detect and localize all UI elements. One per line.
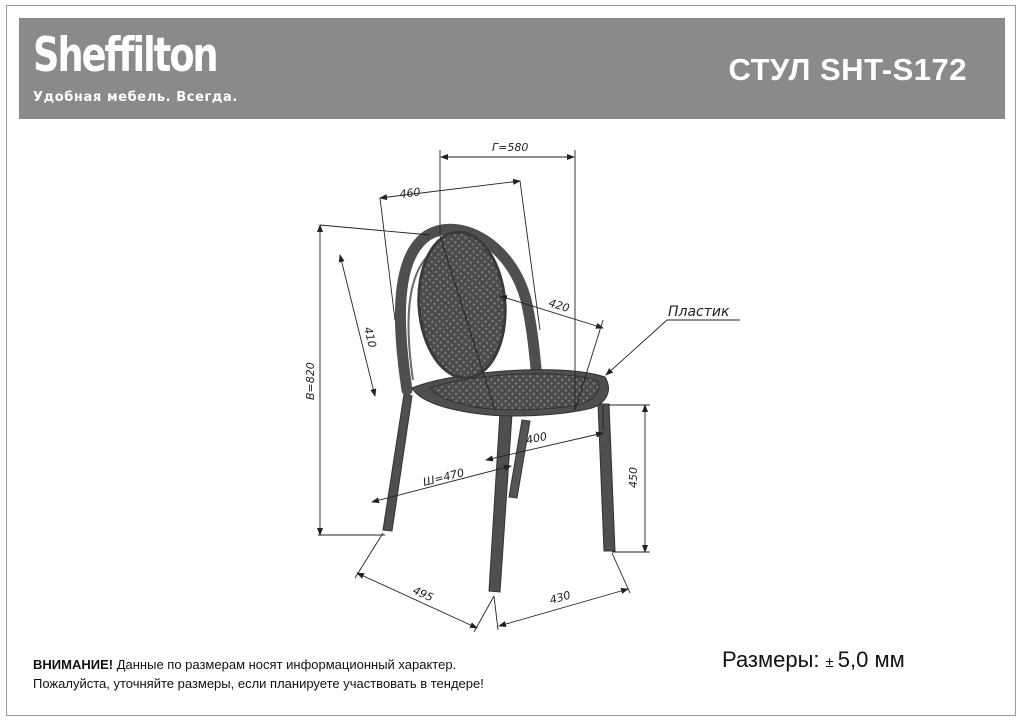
warning-text-2: Пожалуйста, уточняйте размеры, если планируете участвовать в тендере! <box>33 676 484 691</box>
dim-width-total: Ш=470 <box>421 466 466 489</box>
warning-text: Данные по размерам носят информационный характер. <box>116 657 457 672</box>
dim-seat-height: 450 <box>627 467 640 488</box>
dim-base-width: 430 <box>548 588 573 607</box>
dim-height-total: В=820 <box>304 362 317 400</box>
brand-logo: Sheffilton <box>33 28 217 83</box>
tolerance-pm: ± <box>825 654 834 671</box>
tolerance-label: Размеры: <box>722 647 820 672</box>
chair-illustration <box>383 229 615 592</box>
product-title: СТУЛ SHT-S172 <box>728 52 967 87</box>
dim-base-depth: 495 <box>410 583 436 605</box>
warning-label: ВНИМАНИЕ! <box>33 657 114 672</box>
footer-warning <box>33 655 484 693</box>
tolerance-note <box>722 647 905 673</box>
material-label: Пластик <box>668 304 730 320</box>
dim-back-height: 410 <box>361 325 379 350</box>
dim-seat-width: 400 <box>524 429 549 447</box>
dim-back-width: 460 <box>398 185 422 201</box>
tolerance-value: 5,0 мм <box>837 647 905 672</box>
dim-seat-depth: 420 <box>547 296 572 316</box>
dim-depth-total: Г=580 <box>492 141 529 154</box>
brand-tagline: Удобная мебель. Всегда. <box>33 90 238 105</box>
